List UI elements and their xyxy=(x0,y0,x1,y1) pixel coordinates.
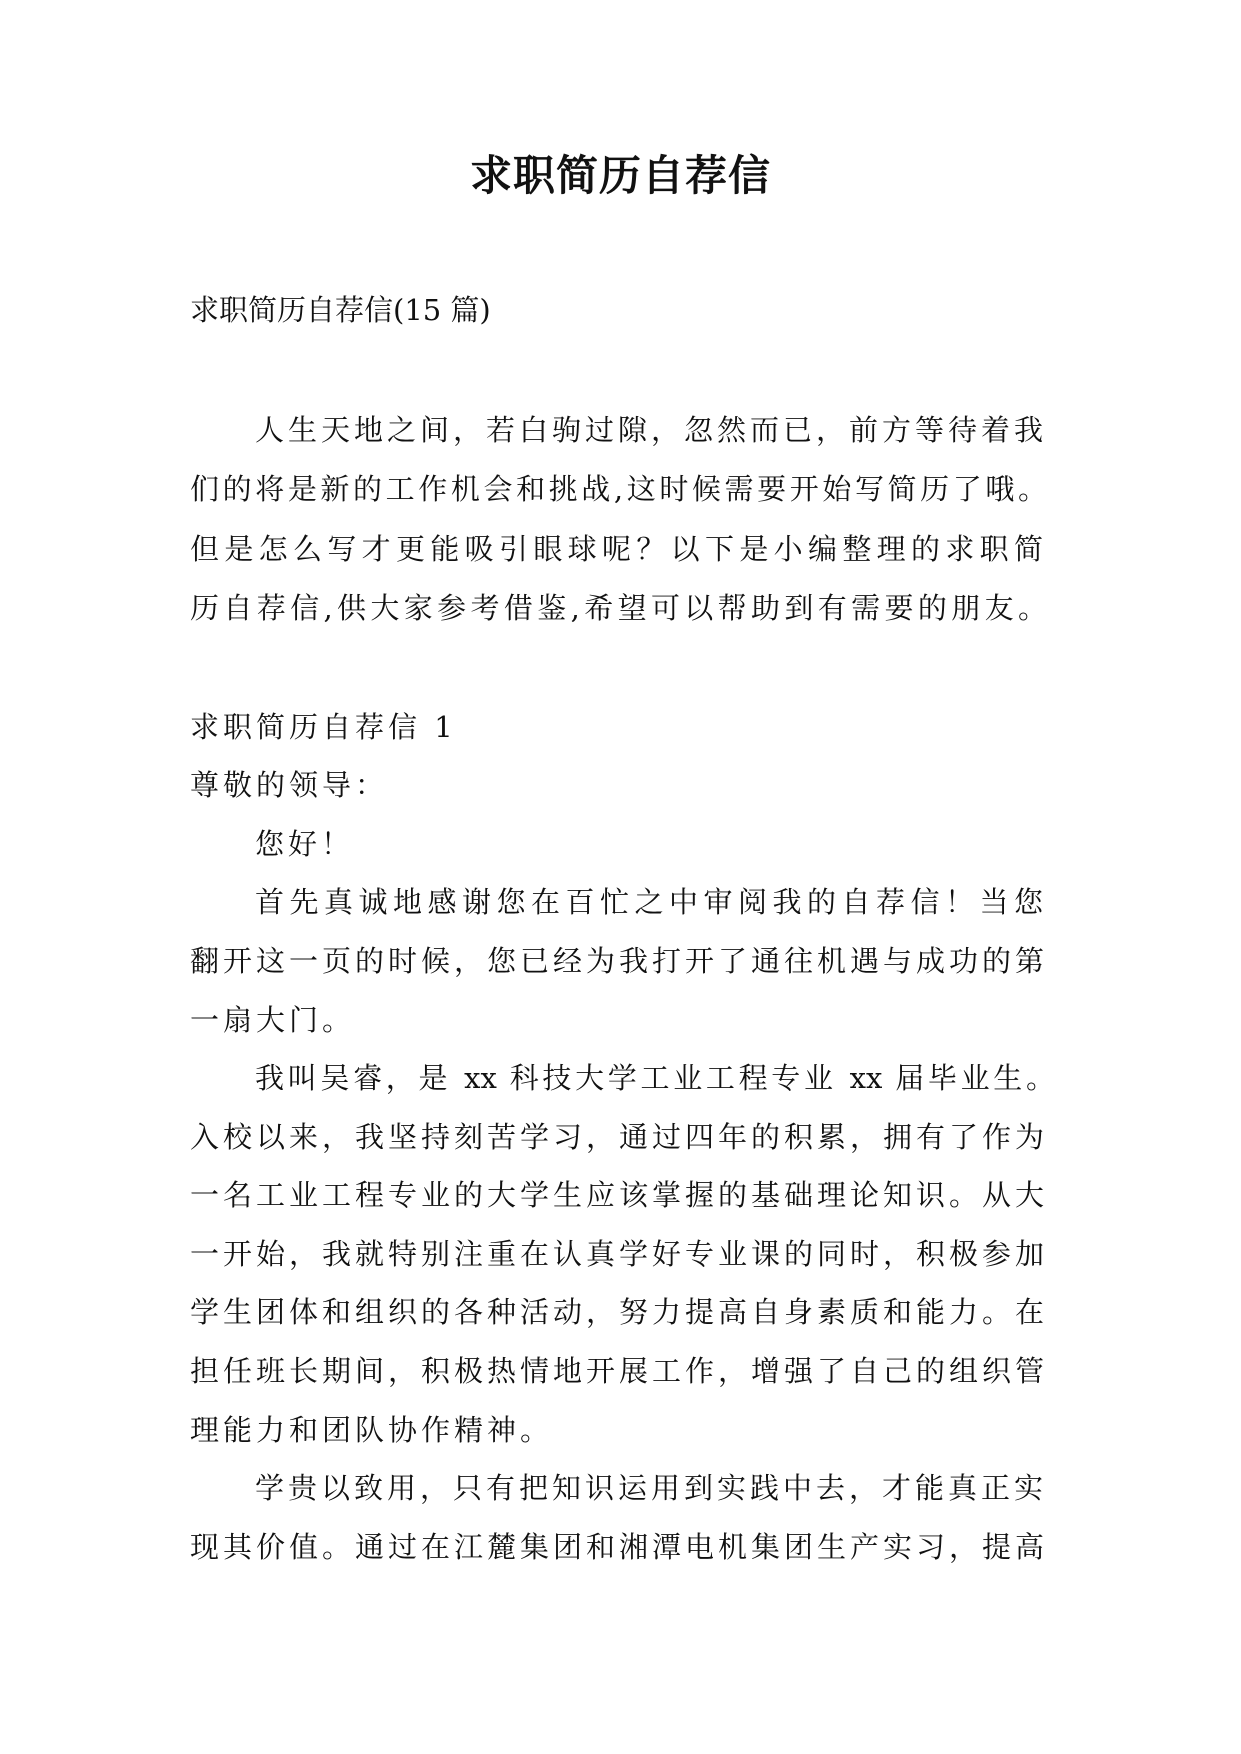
letter-p1-line-1: 首先真诚地感谢您在百忙之中审阅我的自荐信！当您 xyxy=(255,885,1047,919)
letter-p1-line-3: 一扇大门。 xyxy=(190,1003,356,1037)
page-title: 求职简历自荐信 xyxy=(469,151,771,200)
letter-p2-line-2: 入校以来，我坚持刻苦学习，通过四年的积累，拥有了作为 xyxy=(190,1120,1049,1154)
letter-greeting: 您好！ xyxy=(255,827,355,861)
letter-heading: 求职简历自荐信 1 xyxy=(190,710,457,744)
letter-p2-line-7: 理能力和团队协作精神。 xyxy=(190,1413,554,1447)
letter-p2-line-3: 一名工业工程专业的大学生应该掌握的基础理论知识。从大 xyxy=(190,1178,1049,1212)
intro-line-2: 们的将是新的工作机会和挑战,这时候需要开始写简历了哦。 xyxy=(190,472,1047,506)
letter-p2-line-4: 一开始，我就特别注重在认真学好专业课的同时，积极参加 xyxy=(190,1237,1049,1271)
intro-line-4: 历自荐信,供大家参考借鉴,希望可以帮助到有需要的朋友。 xyxy=(190,591,1047,625)
intro-line-3: 但是怎么写才更能吸引眼球呢？以下是小编整理的求职简 xyxy=(190,532,1047,566)
document-subtitle: 求职简历自荐信(15 篇) xyxy=(190,293,491,327)
letter-p2-line-5: 学生团体和组织的各种活动，努力提高自身素质和能力。在 xyxy=(190,1295,1049,1329)
letter-p2-line-6: 担任班长期间，积极热情地开展工作，增强了自己的组织管 xyxy=(190,1354,1049,1388)
intro-line-1: 人生天地之间，若白驹过隙，忽然而已，前方等待着我 xyxy=(255,413,1048,447)
letter-p2-line-1: 我叫吴睿，是 xx 科技大学工业工程专业 xx 届毕业生。 xyxy=(255,1061,1055,1095)
letter-salutation: 尊敬的领导： xyxy=(190,768,389,802)
letter-p3-line-2: 现其价值。通过在江麓集团和湘潭电机集团生产实习，提高 xyxy=(190,1530,1049,1564)
letter-p1-line-2: 翻开这一页的时候，您已经为我打开了通往机遇与成功的第 xyxy=(190,944,1049,978)
letter-p3-line-1: 学贵以致用，只有把知识运用到实践中去，才能真正实 xyxy=(255,1471,1048,1505)
